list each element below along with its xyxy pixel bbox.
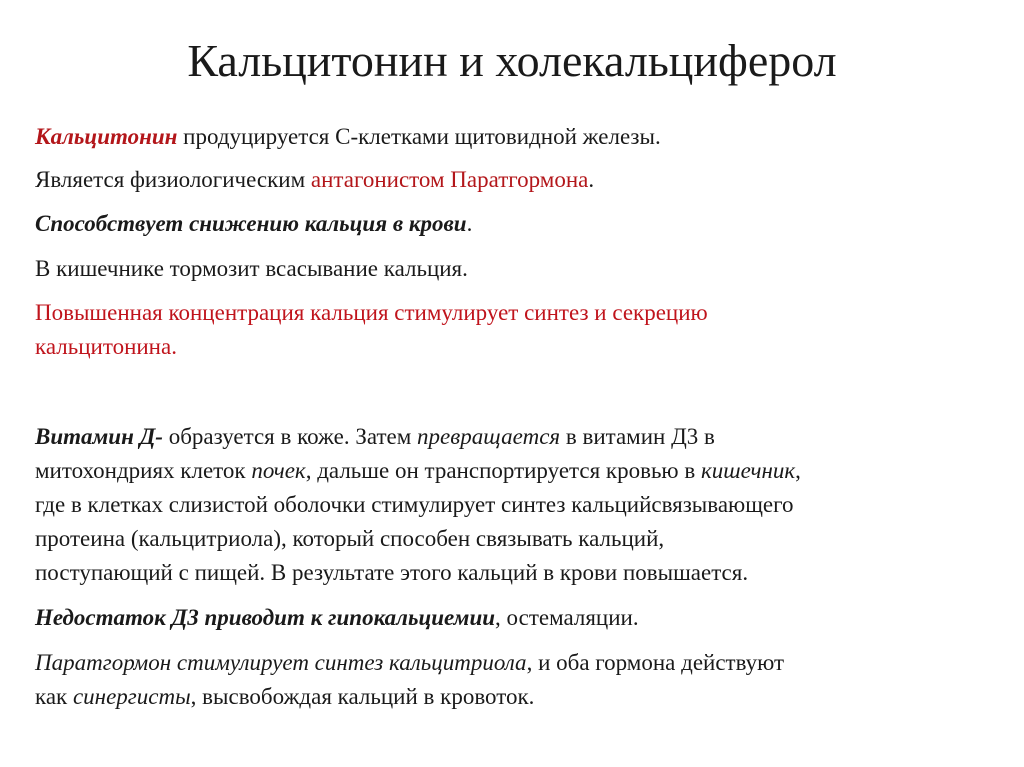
paragraph-intestine — [35, 252, 995, 286]
text-synergists-it: Паратгормон стимулирует синтез кальцитриола — [35, 650, 527, 675]
paragraph-calcitonin-origin — [35, 120, 995, 154]
text-vitd-line5: поступающий с пищей. В результате этого кальций в крови повышается. — [35, 560, 749, 585]
paragraph-deficiency — [35, 601, 995, 635]
text-secretion-line2: кальцитонина. — [35, 334, 177, 359]
text-lowers-calcium: Способствует снижению кальция в крови — [35, 211, 467, 236]
text-vitd-line1-mid: образуется в коже. Затем — [162, 424, 418, 449]
text-deficiency-end: , остемаляции. — [495, 605, 639, 630]
text-vitd-line1-end: в витамин Д3 в — [560, 424, 715, 449]
text-antagonist-end: . — [588, 167, 595, 192]
text-antagonist-highlight: антагонистом Паратгормона — [310, 167, 589, 192]
text-vitd-line2-end: , — [795, 458, 801, 483]
text-vitd-kidneys: почек — [251, 458, 306, 483]
text-lowers-calcium-end: . — [466, 211, 473, 236]
text-synergists-line1-end: , и оба гормона действуют — [526, 650, 785, 675]
slide-title: Кальцитонин и холекальциферол — [187, 35, 837, 86]
text-vitd-intestine: кишечник — [700, 458, 796, 483]
text-synergists-term: синергисты — [72, 684, 191, 709]
text-vitd-line4: протеина (кальцитриола), который способен связывать кальций, — [35, 526, 665, 551]
text-synergists-line2-end: , высвобождая кальций в кровоток. — [190, 684, 535, 709]
paragraph-synergists — [35, 646, 995, 714]
term-calcitonin: Кальцитонин — [35, 124, 178, 149]
text-calcitonin-origin: продуцируется С-клетками щитовидной железы. — [177, 124, 661, 149]
paragraph-lowers-calcium — [35, 207, 995, 241]
text-intestine: В кишечнике тормозит всасывание кальция. — [35, 256, 468, 281]
text-antagonist-start: Является физиологическим — [35, 167, 311, 192]
paragraph-vitamin-d — [35, 420, 995, 590]
paragraph-secretion — [35, 296, 995, 364]
paragraph-antagonist — [35, 163, 995, 197]
text-secretion-line1: Повышенная концентрация кальция стимулирует синтез и секрецию — [35, 300, 708, 325]
text-vitd-transforms: превращается — [417, 424, 561, 449]
text-deficiency: Недостаток Д3 приводит к гипокальциемии — [35, 605, 496, 630]
text-vitd-line2-start: митохондриях клеток — [35, 458, 252, 483]
text-vitd-line2-mid: , дальше он транспортируется кровью в — [305, 458, 701, 483]
text-vitd-line3: где в клетках слизистой оболочки стимулирует синтез кальцийсвязывающего — [35, 492, 794, 517]
text-synergists-line2-start: как — [35, 684, 73, 709]
term-vitamin-d: Витамин Д- — [35, 424, 163, 449]
